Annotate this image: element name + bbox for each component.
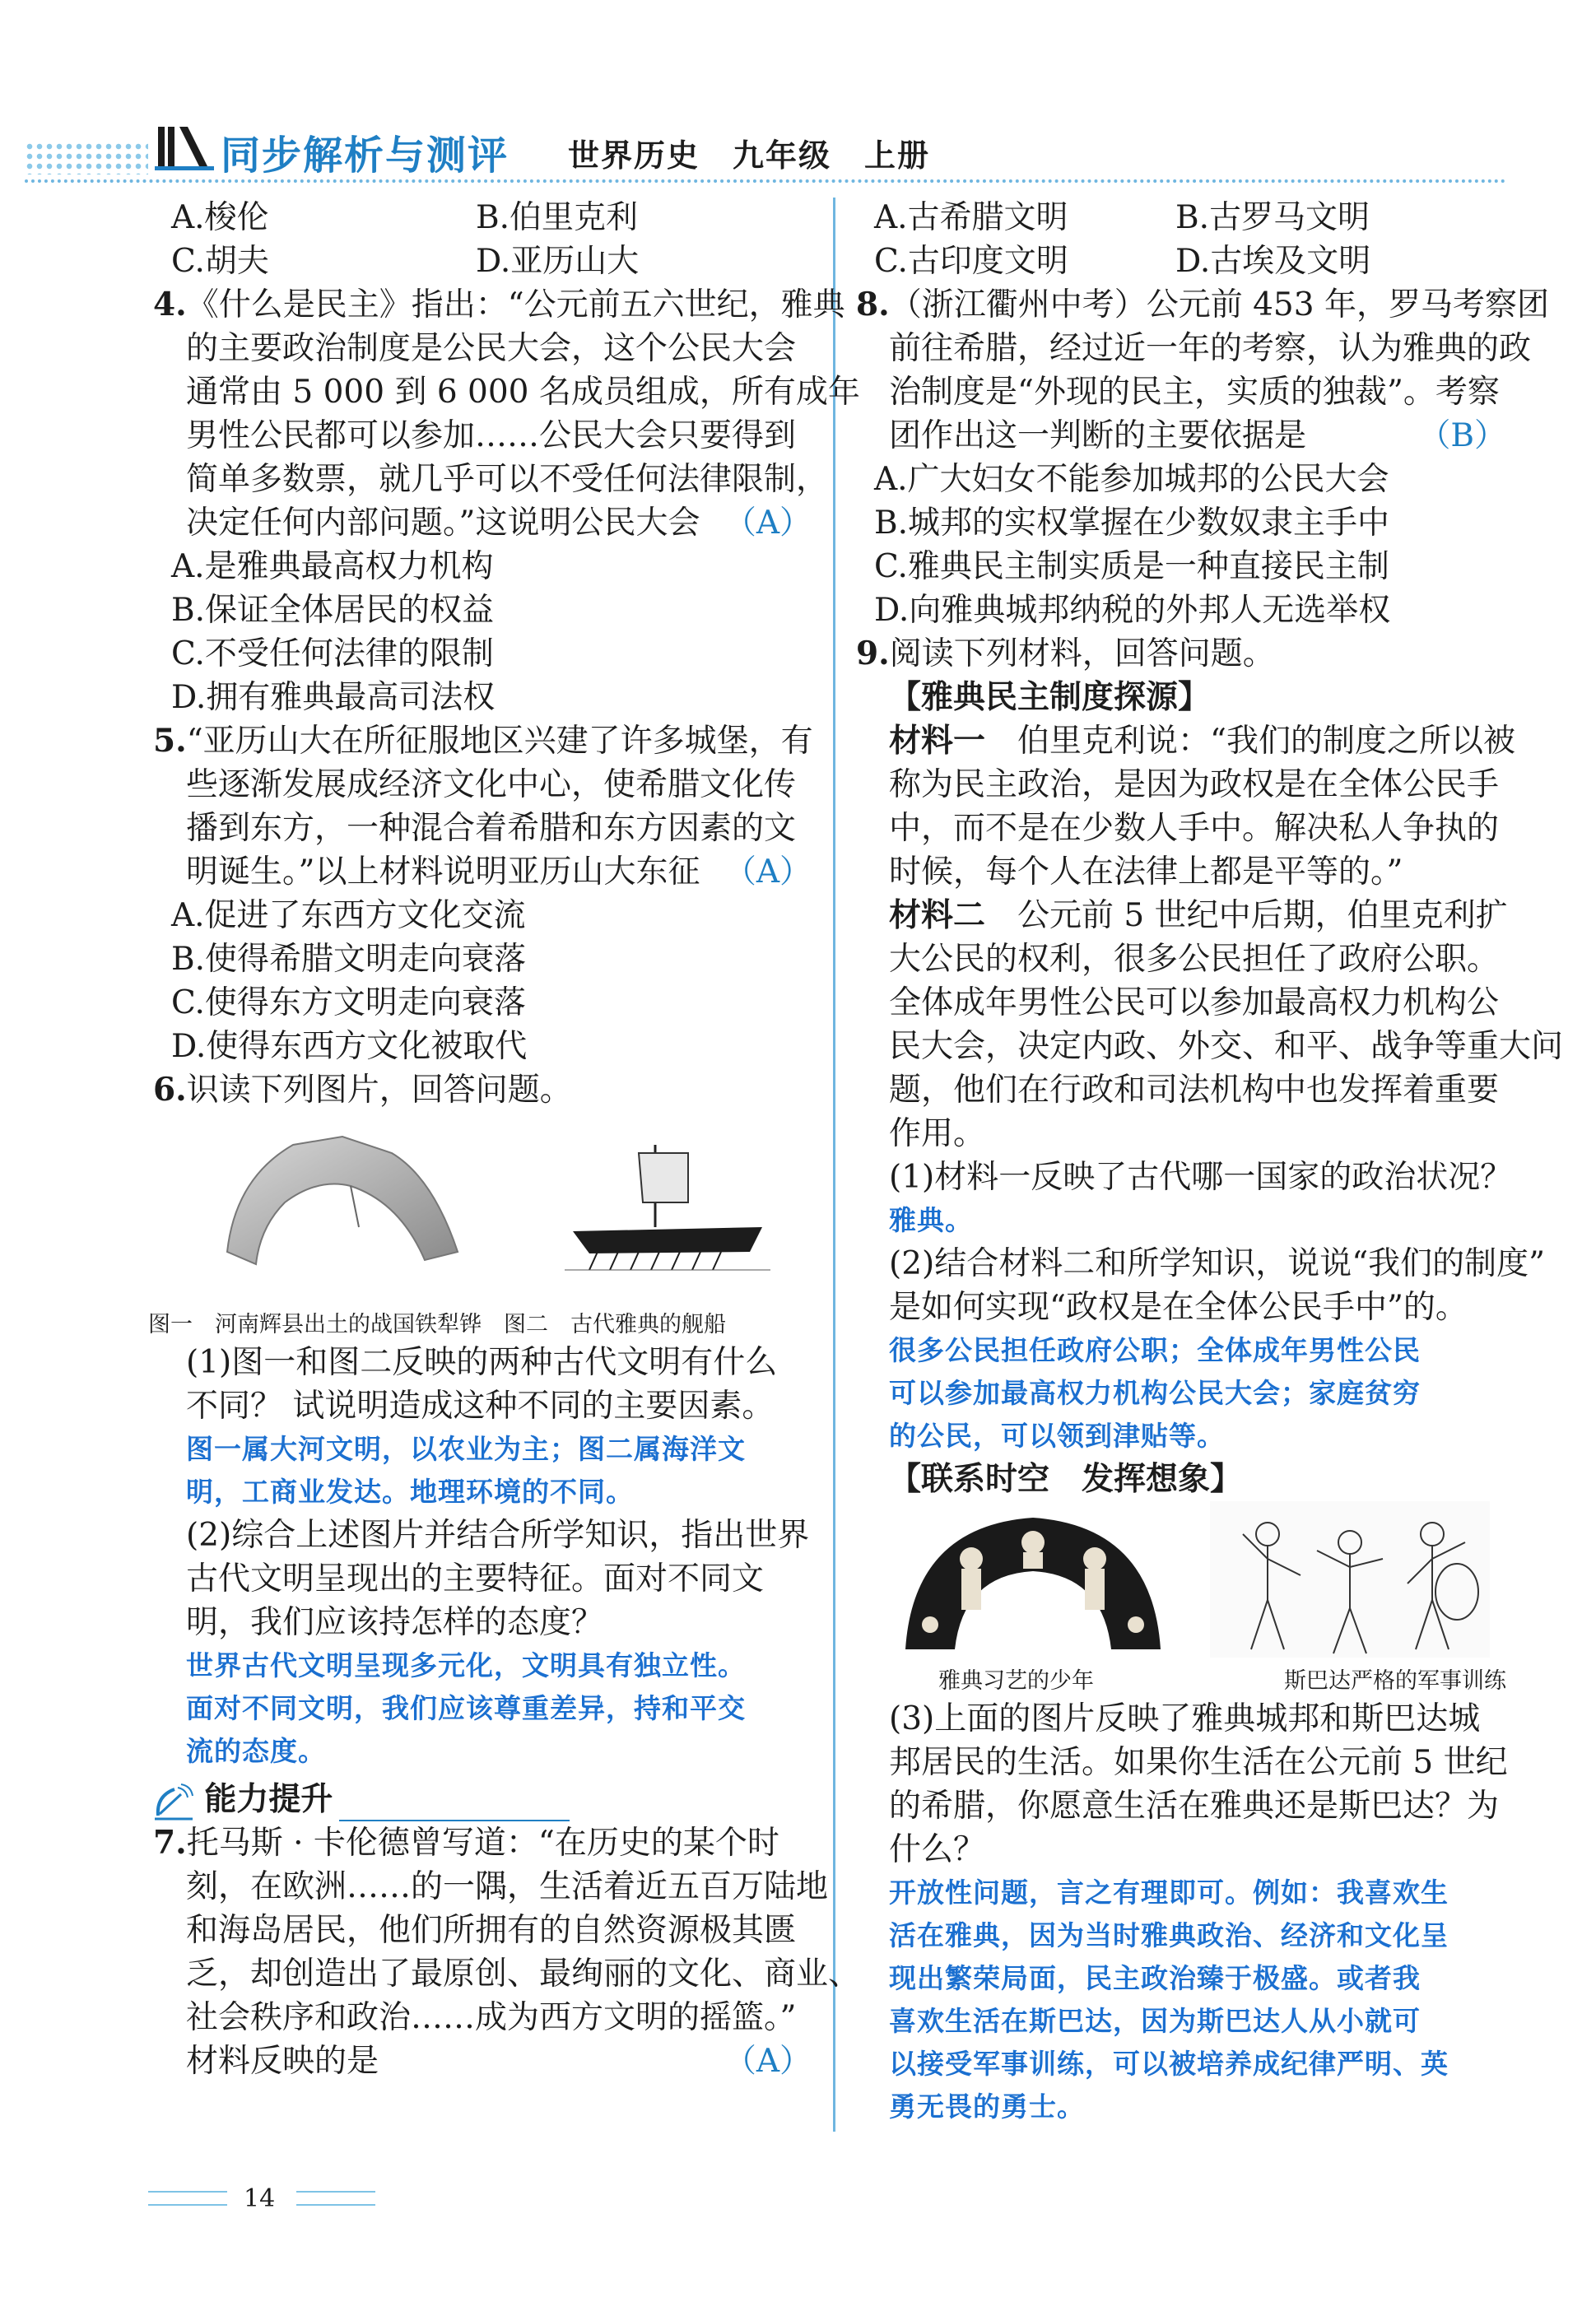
caption-sparta: 斯巴达严格的军事训练 — [1284, 1668, 1506, 1694]
q6-answer2-line-0: 世界古代文明呈现多元化，文明具有独立性。 — [186, 1649, 746, 1681]
q3-option-c: C.胡夫 — [171, 243, 269, 280]
q4-line-4: 简单多数票，就几乎可以不受任何法律限制， — [186, 461, 829, 498]
q7-last-line: 材料反映的是 （A） — [153, 2039, 812, 2083]
q9-answer2-line-0: 很多公民担任政府公职；全体成年男性公民 — [889, 1334, 1421, 1366]
q8-line-2: 治制度是“外现的民主，实质的独裁”。考察 — [889, 374, 1500, 411]
q5-option-d: D.使得东西方文化被取代 — [171, 1028, 528, 1065]
q3-option-a: A.梭伦 — [171, 199, 269, 236]
q9-material1-line-1: 称为民主政治，是因为政权是在全体公民手 — [889, 766, 1500, 803]
q9-material2-line-2: 全体成年男性公民可以参加最高权力机构公 — [889, 984, 1500, 1021]
q9-material2-line-5: 作用。 — [889, 1115, 986, 1152]
q6-sub1-line-0: (1)图一和图二反映的两种古代文明有什么 — [186, 1344, 778, 1381]
q3-option-b: B.伯里克利 — [476, 199, 639, 236]
q6-answer1-line-1: 明，工商业发达。地理环境的不同。 — [186, 1476, 634, 1508]
q9-figure-captions — [856, 1666, 1506, 1697]
q9-material2-line-4: 题，他们在行政和司法机构中也发挥着重要 — [889, 1072, 1500, 1109]
q9-material2-line-0: 材料二 公元前 5 世纪中后期，伯里克利扩 — [889, 897, 1508, 934]
q9-material1-line-0: 材料一 伯里克利说：“我们的制度之所以被 — [889, 723, 1515, 760]
header-dot-pattern — [25, 142, 148, 174]
q9-answer2-line-2: 的公民，可以领到津贴等。 — [889, 1420, 1225, 1452]
q6-stem: 6.识读下列图片，回答问题。 — [153, 1071, 572, 1109]
q9-material1-line-3: 时候，每个人在法律上都是平等的。” — [889, 853, 1403, 891]
q9-sub3-line-0: (3)上面的图片反映了雅典城邦和斯巴达城 — [889, 1700, 1481, 1737]
q8-number: 8. — [856, 286, 890, 323]
q9-answer1: 雅典。 — [889, 1204, 973, 1236]
q7-line-0: 7.托马斯 · 卡伦德曾写道：“在历史的某个时 — [153, 1824, 779, 1862]
q7-number: 7. — [153, 1824, 187, 1862]
q9-heading-imagine: 【联系时空 发挥想象】 — [889, 1461, 1243, 1498]
q4-line-1: 的主要政治制度是公民大会，这个公民大会 — [186, 330, 797, 367]
iron-plowshare-image — [219, 1128, 466, 1277]
q6-sub2-line-2: 明，我们应该持怎样的态度？ — [186, 1604, 604, 1641]
q8-option-d: D.向雅典城邦纳税的外邦人无选举权 — [874, 592, 1391, 629]
right-column — [856, 196, 1564, 2128]
spartan-military-training-image — [1210, 1501, 1490, 1658]
q3-option-d: D.亚历山大 — [476, 243, 640, 280]
q4-line-2: 通常由 5 000 到 6 000 名成员组成，所有成年 — [186, 374, 860, 411]
q5-option-b: B.使得希腊文明走向衰落 — [171, 941, 527, 978]
q9-answer2-line-1: 可以参加最高权力机构公民大会；家庭贫穷 — [889, 1377, 1421, 1409]
q6-answer2-line-1: 面对不同文明，我们应该尊重差异，持和平交 — [186, 1692, 746, 1724]
athenian-youth-pottery-image — [897, 1509, 1169, 1658]
column-divider — [833, 198, 835, 2132]
q7-option-d: D.古埃及文明 — [1175, 243, 1371, 280]
q3-options-row2 — [153, 240, 812, 283]
q7-line-4: 社会秩序和政治……成为西方文明的摇篮。” — [186, 1999, 797, 2036]
q8-answer: （B） — [1418, 417, 1506, 454]
section-title: 能力提升 — [204, 1781, 333, 1818]
q6-sub2-line-0: (2)综合上述图片并结合所学知识，指出世界 — [186, 1517, 810, 1554]
q5-answer: （A） — [724, 853, 812, 891]
q6-answer1-line-0: 图一属大河文明，以农业为主；图二属海洋文 — [186, 1433, 746, 1465]
q4-number: 4. — [153, 286, 187, 323]
q4-line-3: 男性公民都可以参加……公民大会只要得到 — [186, 417, 797, 454]
q5-option-c: C.使得东方文明走向衰落 — [171, 984, 526, 1021]
q5-number: 5. — [153, 722, 187, 760]
footer-right-rule — [296, 2191, 375, 2206]
q8-last-line: 团作出这一判断的主要依据是 （B） — [856, 414, 1506, 458]
q7-line-1: 刻，在欧洲……的一隅，生活着近五百万陆地 — [186, 1868, 829, 1905]
q7-options-row1 — [856, 196, 1506, 240]
q9-sub3-line-3: 什么？ — [889, 1831, 986, 1868]
q9-answer3-line-4: 以接受军事训练，可以被培养成纪律严明、英 — [889, 2048, 1449, 2080]
q9-material2-line-1: 大公民的权利，很多公民担任了政府公职。 — [889, 941, 1500, 978]
q9-sub1: (1)材料一反映了古代哪一国家的政治状况？ — [889, 1159, 1513, 1196]
q9-answer3-line-5: 勇无畏的勇士。 — [889, 2090, 1085, 2123]
left-column — [148, 196, 861, 2083]
q9-answer3-line-3: 喜欢生活在斯巴达，因为斯巴达人从小就可 — [889, 2005, 1421, 2037]
q9-sub3-line-1: 邦居民的生活。如果你生活在公元前 5 世纪 — [889, 1744, 1508, 1781]
header-divider — [25, 179, 1506, 183]
q6-answer2-line-2: 流的态度。 — [186, 1735, 326, 1767]
q4-line-0: 4.《什么是民主》指出：“公元前五六世纪，雅典 — [153, 286, 845, 323]
q5-last-line: 明诞生。”以上材料说明亚历山大东征 （A） — [153, 850, 812, 894]
section-ability — [153, 1778, 812, 1821]
q6-sub2-line-1: 古代文明呈现出的主要特征。面对不同文 — [186, 1560, 765, 1597]
q8-option-a: A.广大妇女不能参加城邦的公民大会 — [874, 461, 1389, 498]
q4-option-a: A.是雅典最高权力机构 — [171, 548, 494, 585]
q9-number: 9. — [856, 635, 890, 672]
q7-option-b: B.古罗马文明 — [1175, 199, 1370, 236]
q9-figures — [856, 1501, 1506, 1666]
q7-option-a: A.古希腊文明 — [874, 199, 1068, 236]
book-subtitle: 世界历史 九年级 上册 — [568, 137, 931, 174]
book-logo-icon — [155, 122, 216, 173]
q7-options-row2 — [856, 240, 1506, 283]
q9-answer3-line-0: 开放性问题，言之有理即可。例如：我喜欢生 — [889, 1877, 1449, 1909]
q9-sub3-line-2: 的希腊，你愿意生活在雅典还是斯巴达？为 — [889, 1788, 1500, 1825]
q5-option-a: A.促进了东西方文化交流 — [171, 897, 526, 934]
footer-left-rule — [148, 2191, 227, 2206]
q7-line-3: 乏，却创造出了最原创、最绚丽的文化、商业、 — [186, 1956, 861, 1993]
q9-material1-line-2: 中，而不是在少数人手中。解决私人争执的 — [889, 810, 1500, 847]
q5-line-0: 5.“亚历山大在所征服地区兴建了许多城堡，有 — [153, 722, 813, 760]
q7-option-c: C.古印度文明 — [874, 243, 1068, 280]
q4-option-c: C.不受任何法律的限制 — [171, 635, 494, 672]
page-number: 14 — [244, 2184, 276, 2213]
q9-sub2-line-1: 是如何实现“政权是在全体公民手中”的。 — [889, 1289, 1468, 1326]
satellite-dish-icon — [153, 1783, 194, 1821]
q4-option-d: D.拥有雅典最高司法权 — [171, 679, 496, 716]
q8-option-c: C.雅典民主制实质是一种直接民主制 — [874, 548, 1389, 585]
athenian-warship-image — [565, 1128, 779, 1277]
q6-number: 6. — [153, 1071, 187, 1109]
q9-answer3-line-1: 活在雅典，因为当时雅典政治、经济和文化呈 — [889, 1919, 1449, 1951]
q4-answer: （A） — [724, 505, 812, 542]
q9-material2-line-3: 民大会，决定内政、外交、和平、战争等重大问 — [889, 1028, 1564, 1065]
book-title: 同步解析与测评 — [221, 133, 510, 179]
q9-stem: 9.阅读下列材料，回答问题。 — [856, 635, 1275, 672]
q5-line-2: 播到东方，一种混合着希腊和东方因素的文 — [186, 810, 797, 847]
q3-options-row1 — [153, 196, 812, 240]
q6-caption: 图一 河南辉县出土的战国铁犁铧 图二 古代雅典的舰船 — [148, 1312, 726, 1337]
q8-line-0: 8.（浙江衢州中考）公元前 453 年，罗马考察团 — [856, 286, 1549, 323]
q6-sub1-line-1: 不同？ 试说明造成这种不同的主要因素。 — [186, 1388, 775, 1425]
q9-heading-origin: 【雅典民主制度探源】 — [889, 679, 1211, 716]
q4-last-line: 决定任何内部问题。”这说明公民大会 （A） — [153, 501, 812, 545]
q7-line-2: 和海岛居民，他们所拥有的自然资源极其匮 — [186, 1912, 797, 1949]
q8-option-b: B.城邦的实权掌握在少数奴隶主手中 — [874, 505, 1390, 542]
q6-figures — [153, 1112, 812, 1309]
q7-answer: （A） — [724, 2043, 812, 2080]
q9-answer3-line-2: 现出繁荣局面，民主政治臻于极盛。或者我 — [889, 1962, 1421, 1994]
q5-line-1: 些逐渐发展成经济文化中心，使希腊文化传 — [186, 766, 797, 803]
q9-sub2-line-0: (2)结合材料二和所学知识，说说“我们的制度” — [889, 1245, 1546, 1282]
q4-option-b: B.保证全体居民的权益 — [171, 592, 495, 629]
q8-line-1: 前往希腊，经过近一年的考察，认为雅典的政 — [889, 330, 1532, 367]
caption-athens: 雅典习艺的少年 — [938, 1668, 1094, 1694]
